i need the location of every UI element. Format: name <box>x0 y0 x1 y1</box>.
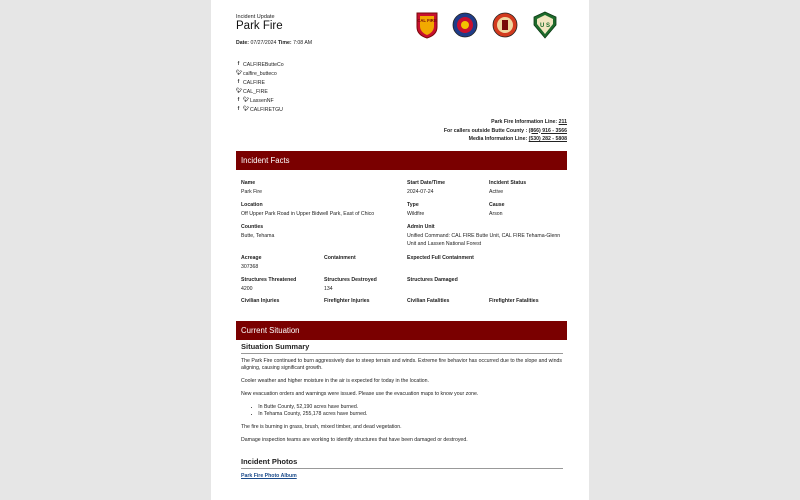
seal-icon <box>452 11 478 39</box>
fact-value: Butte, Tehama <box>241 233 275 239</box>
time-label: Time: <box>277 40 292 46</box>
fact-value: 307368 <box>241 264 259 270</box>
fact-key: Type <box>407 202 419 208</box>
social-item[interactable] <box>236 78 284 87</box>
fact-value: Wildfire <box>407 211 425 217</box>
fact-location <box>241 202 401 219</box>
fact-firefighter-injuries <box>324 298 404 307</box>
fact-key: Counties <box>241 224 264 230</box>
social-item[interactable] <box>236 105 284 114</box>
current-situation-header: Current Situation <box>236 321 567 340</box>
fact-status <box>489 180 569 197</box>
fact-key: Incident Status <box>489 180 527 186</box>
date-value: 07/27/2024 <box>250 40 277 46</box>
situation-summary <box>241 343 563 449</box>
agency-logos <box>414 11 560 41</box>
fact-value: Active <box>489 189 504 195</box>
fact-acreage <box>241 255 321 272</box>
fact-value: Unified Command: CAL FIRE Butte Unit, CAL FIRE Tehama-Glenn Unit and Lassen National Forest <box>407 233 561 247</box>
facebook-icon: f <box>237 97 240 103</box>
twitter-icon: 🐦︎ <box>243 106 250 112</box>
social-label[interactable]: CAL_FIRE <box>243 88 268 95</box>
fact-damaged <box>407 277 487 286</box>
fact-firefighter-fatalities <box>489 298 569 307</box>
fact-value: 4200 <box>241 286 253 292</box>
fact-key: Firefighter Injuries <box>324 298 370 304</box>
fact-civilian-injuries <box>241 298 321 307</box>
situation-summary-title: Situation Summary <box>241 343 563 354</box>
fact-key: Location <box>241 202 263 208</box>
social-item[interactable] <box>236 60 284 69</box>
info-line-number[interactable]: (866) 916 - 3566 <box>528 127 567 134</box>
facebook-icon: f <box>237 106 240 112</box>
fact-key: Cause <box>489 202 505 208</box>
fact-key: Civilian Injuries <box>241 298 280 304</box>
fact-counties <box>241 224 401 241</box>
fact-admin <box>407 224 563 248</box>
acreage-list <box>251 404 563 419</box>
fact-key: Name <box>241 180 256 186</box>
fact-civilian-fatalities <box>407 298 487 307</box>
calfire-icon <box>414 11 440 39</box>
fact-type <box>407 202 487 219</box>
twitter-icon: 🐦︎ <box>236 88 243 94</box>
fact-start <box>407 180 487 197</box>
fact-expected <box>407 255 527 264</box>
fact-value: Off Upper Park Road in Upper Bidwell Park, East of Chico <box>241 211 375 217</box>
incident-subtitle: Incident Update <box>236 14 275 20</box>
fact-value: Arson <box>489 211 503 217</box>
info-line-label: For callers outside Butte County : <box>443 127 528 134</box>
social-links <box>236 60 284 114</box>
fact-value: Park Fire <box>241 189 263 195</box>
fact-value: 2024-07-24 <box>407 189 434 195</box>
info-line-label: Media Information Line: <box>468 136 528 142</box>
fact-value: 134 <box>324 286 333 292</box>
time-value: 7:08 AM <box>293 40 313 46</box>
fact-containment <box>324 255 404 264</box>
info-line-label: Park Fire Information Line: <box>491 119 558 125</box>
summary-paragraph: The Park Fire continued to burn aggressively due to steep terrain and winds. Extreme fire behavior has occurred due to the slope and winds aligning, causing significant growth. <box>241 357 562 372</box>
fact-key: Firefighter Fatalities <box>489 298 539 304</box>
incident-page <box>211 0 589 500</box>
list-item: • In Tehama County, 255,178 acres have burned. <box>251 411 563 419</box>
fact-key: Acreage <box>241 255 262 261</box>
list-item: • In Butte County, 52,190 acres have burned. <box>251 404 563 412</box>
fact-key: Structures Damaged <box>407 277 458 283</box>
badge-icon <box>492 11 518 39</box>
summary-paragraph: The fire is burning in grass, brush, mixed timber, and dead vegetation. <box>241 423 402 430</box>
date-label: Date: <box>236 40 249 46</box>
info-line-number[interactable]: 211 <box>558 119 567 125</box>
photo-album-link[interactable]: Park Fire Photo Album <box>241 472 297 479</box>
fact-name <box>241 180 401 197</box>
usfs-logo-text: U S <box>539 23 551 29</box>
fact-key: Civilian Fatalities <box>407 298 450 304</box>
date-time <box>236 40 312 46</box>
info-lines <box>444 118 567 144</box>
social-item[interactable] <box>236 96 284 105</box>
fact-key: Admin Unit <box>407 224 435 230</box>
fact-key: Structures Threatened <box>241 277 297 283</box>
social-label[interactable]: calfire_butteco <box>243 70 277 77</box>
twitter-icon: 🐦︎ <box>236 70 243 76</box>
facebook-icon: f <box>237 61 240 67</box>
summary-paragraph: Damage inspection teams are working to identify structures that have been damaged or destroyed. <box>241 436 468 443</box>
social-label[interactable]: LassenNF <box>250 97 274 104</box>
incident-photos-title: Incident Photos <box>241 458 563 469</box>
social-item[interactable] <box>236 69 284 78</box>
fact-key: Containment <box>324 255 356 261</box>
incident-photos <box>241 458 563 480</box>
info-line-number[interactable]: (530) 282 - 5808 <box>528 136 567 142</box>
fact-key: Start Date/Time <box>407 180 445 186</box>
summary-paragraph: Cooler weather and higher moisture in the air is expected for today in the location. <box>241 378 430 385</box>
social-label[interactable]: CALFIREButteCo <box>243 61 284 68</box>
usfs-icon <box>532 11 558 39</box>
incident-facts-header: Incident Facts <box>236 151 567 170</box>
summary-paragraph: New evacuation orders and warnings were issued. Please use the evacuation maps to know your zone. <box>241 390 479 397</box>
fact-destroyed <box>324 277 404 294</box>
social-label[interactable]: CALFIRE <box>243 79 265 86</box>
social-item[interactable] <box>236 87 284 96</box>
facebook-icon: f <box>237 79 240 85</box>
social-label[interactable]: CALFIRETGU <box>250 106 283 113</box>
fact-key: Structures Destroyed <box>324 277 377 283</box>
fact-key: Expected Full Containment <box>407 255 474 261</box>
calfire-logo-text: CAL FIRE <box>417 18 437 23</box>
fact-cause <box>489 202 569 219</box>
fact-threatened <box>241 277 321 294</box>
twitter-icon: 🐦︎ <box>243 97 250 103</box>
page-title: Park Fire <box>236 20 283 32</box>
